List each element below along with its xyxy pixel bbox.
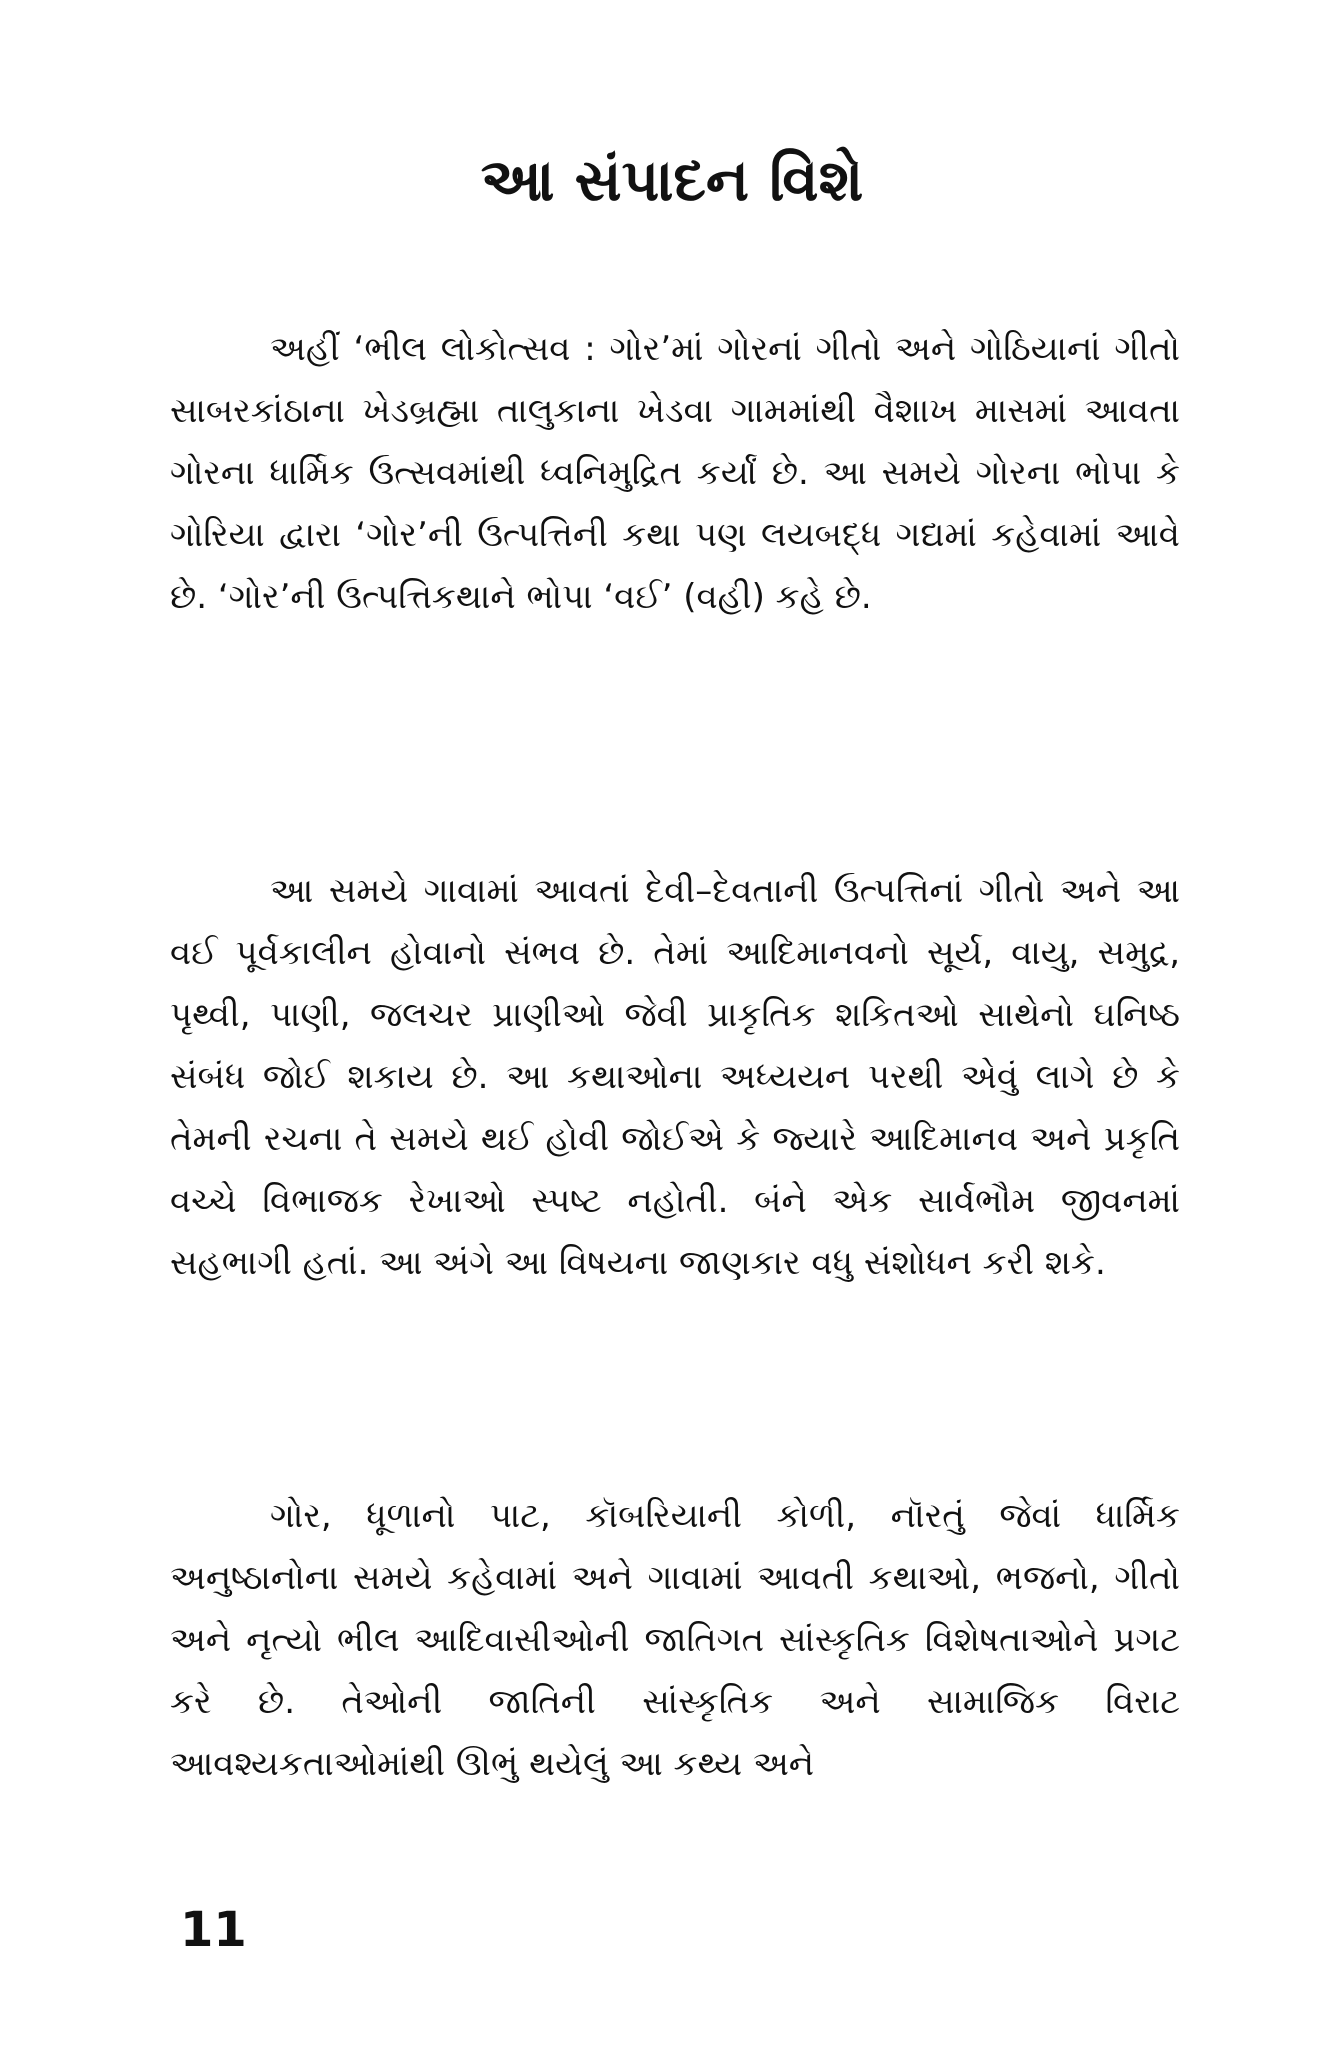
paragraph-2: આ સમયે ગાવામાં આવતાં દેવી–દેવતાની ઉત્પત્તિનાં ગીતો અને આ વઈ પૂર્વકાલીન હોવાનો સંભવ છે. તેમાં આદિમાનવનો સૂર્ય, વાયુ, સમુદ્ર, પૃથ્વી, પાણી, જલચર પ્રાણીઓ જેવી પ્રાકૃતિક શકિતઓ સાથેનો ઘનિષ્ઠ સંબંધ જોઈ શકાય છે. આ કથાઓના અધ્યયન પરથી એવું લાગે છે કે તેમની રચના તે સમયે થઈ હોવી જોઈએ કે જ્યારે આદિમાનવ અને પ્રકૃતિ વચ્ચે વિભાજક રેખાઓ સ્પષ્ટ નહોતી. બંને એક સાર્વભૌમ જીવનમાં સહભાગી હતાં. આ અંગે આ વિષયના જાણકાર વધુ સંશોધન કરી શકે.	[170, 871, 1180, 1283]
page-number: 11	[180, 1902, 247, 1958]
paragraph-1: અહીં ‘ભીલ લોકોત્સવ : ગોર’માં ગોરનાં ગીતો અને ગોઠિયાનાં ગીતો સાબરકાંઠાના ખેડબ્રહ્મા તાલુકાના ખેડવા ગામમાંથી વૈશાખ માસમાં આવતા ગોરના ધાર્મિક ઉત્સવમાંથી ધ્વનિમુદ્રિત કર્યાં છે. આ સમયે ગોરના ભોપા કે ગોરિયા દ્વારા ‘ગોર’ની ઉત્પત્તિની કથા પણ લયબદ્ધ ગદ્યમાં કહેવામાં આવે છે. ‘ગોર’ની ઉત્પત્તિકથાને ભોપા ‘વઈ’ (વહી) કહે છે.	[170, 329, 1180, 617]
paragraph-3: ગોર, ધૂળાનો પાટ, કૉબરિયાની કોળી, નૉરતું જેવાં ધાર્મિક અનુષ્ઠાનોના સમયે કહેવામાં અને ગાવામાં આવતી કથાઓ, ભજનો, ગીતો અને નૃત્યો ભીલ આદિવાસીઓની જાતિગત સાંસ્કૃતિક વિશેષતાઓને પ્રગટ કરે છે. તેઓની જાતિની સાંસ્કૃતિક અને સામાજિક વિરાટ આવશ્યકતાઓમાંથી ઊભું થયેલું આ કથ્ય અને	[170, 1496, 1180, 1784]
page-title: આ સંપાદન વિશે	[480, 146, 864, 214]
